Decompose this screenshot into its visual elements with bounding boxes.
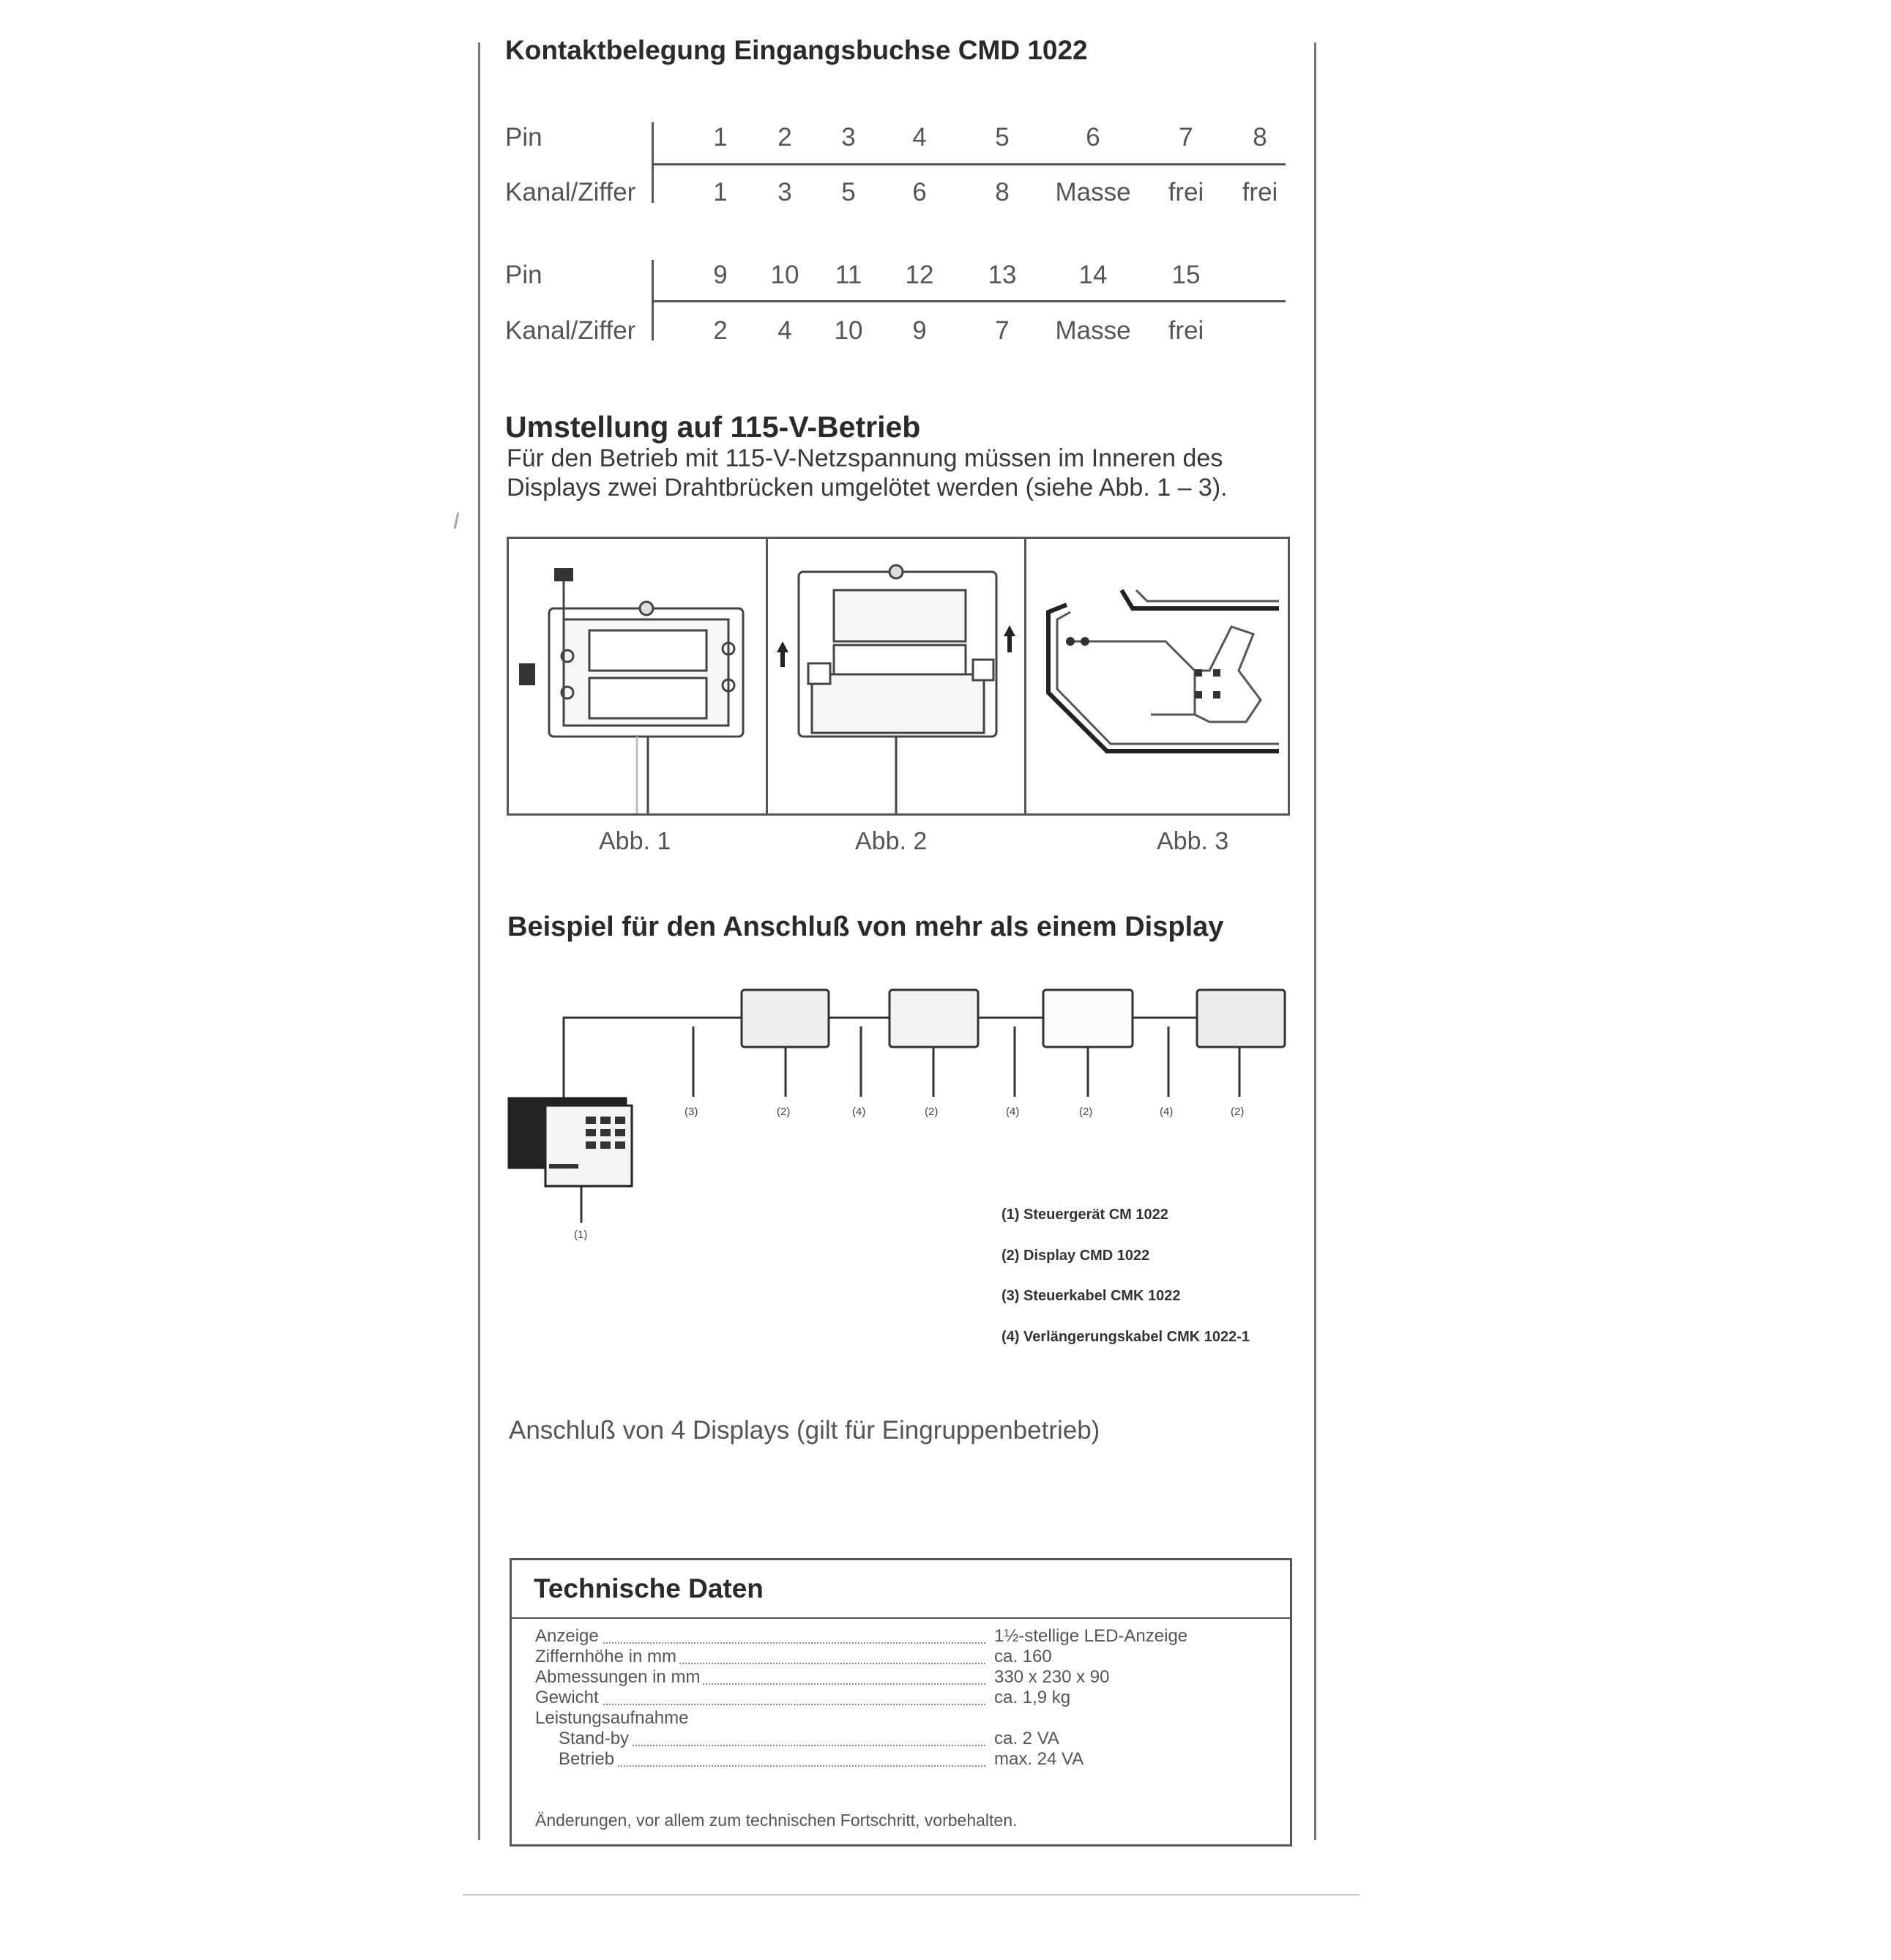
conversion-line-2: Displays zwei Drahtbrücken umgelötet werden (siehe Abb. 1 – 3).: [507, 474, 1228, 502]
channel-12: 9: [912, 316, 927, 345]
channel-row-label: Kanal/Ziffer: [505, 316, 636, 345]
callout-display-2: (2): [1079, 1106, 1093, 1118]
callout-display-2: (2): [777, 1106, 791, 1118]
spec-row: [535, 1667, 1267, 1688]
pin-1: 1: [713, 123, 728, 152]
spec-label: Stand-by: [559, 1729, 632, 1749]
channel-row-label: Kanal/Ziffer: [505, 178, 636, 206]
callout-extension-4: (4): [1006, 1106, 1020, 1118]
spec-label: Ziffernhöhe in mm: [535, 1647, 679, 1667]
conversion-line-1: Für den Betrieb mit 115-V-Netzspannung müssen im Inneren des: [507, 444, 1223, 472]
spec-row: [535, 1688, 1267, 1708]
callout-controller-1: (1): [574, 1229, 588, 1241]
channel-5: 8: [995, 178, 1010, 206]
pin-row-label: Pin: [505, 261, 542, 289]
spec-leader: [559, 1749, 985, 1767]
figure-3-caption: Abb. 3: [1157, 827, 1229, 855]
channel-15: frei: [1168, 316, 1204, 345]
figure-2-caption: Abb. 2: [855, 827, 928, 855]
conversion-title: Umstellung auf 115-V-Betrieb: [505, 410, 921, 444]
pin-table-title: Kontaktbelegung Eingangsbuchse CMD 1022: [505, 35, 1088, 65]
channel-7: frei: [1168, 178, 1204, 206]
spec-row: [535, 1708, 1267, 1729]
table-rule: [652, 163, 1286, 165]
figure-1-illustration: [509, 539, 765, 813]
table-divider: [652, 122, 654, 203]
spec-row: [559, 1729, 1291, 1749]
connection-diagram: [505, 974, 1296, 1252]
spec-label: Leistungsaufnahme: [535, 1708, 691, 1729]
stray-mark: [454, 513, 460, 529]
channel-9: 2: [713, 316, 728, 345]
spec-value: 330 x 230 x 90: [994, 1667, 1110, 1687]
tech-title: Technische Daten: [534, 1573, 764, 1603]
pin-9: 9: [713, 261, 728, 289]
callout-display-2: (2): [1231, 1106, 1245, 1118]
pin-3: 3: [841, 123, 856, 152]
connection-title: Beispiel für den Anschluß von mehr als einem Display: [507, 912, 1224, 942]
pin-11: 11: [835, 261, 862, 289]
spec-leader: [535, 1626, 985, 1644]
pin-12: 12: [905, 261, 934, 289]
spec-value: ca. 2 VA: [994, 1729, 1059, 1748]
left-margin-line: [478, 42, 480, 1840]
spec-row: [559, 1749, 1291, 1770]
tech-separator: [512, 1617, 1290, 1619]
pin-7: 7: [1179, 123, 1193, 152]
channel-13: 7: [995, 316, 1010, 345]
spec-label: Betrieb: [559, 1749, 617, 1770]
pin-2: 2: [777, 123, 792, 152]
pin-6: 6: [1086, 123, 1100, 152]
channel-4: 6: [912, 178, 927, 206]
channel-11: 10: [834, 316, 863, 345]
legend-item: (2) Display CMD 1022: [1002, 1248, 1150, 1264]
spec-row: [535, 1647, 1267, 1667]
channel-10: 4: [777, 316, 792, 345]
pin-10: 10: [770, 261, 799, 289]
spec-value: 1½-stellige LED-Anzeige: [994, 1626, 1188, 1646]
tech-footnote: Änderungen, vor allem zum technischen Fortschritt, vorbehalten.: [535, 1811, 1018, 1830]
table-rule: [652, 300, 1286, 302]
spec-value: ca. 160: [994, 1647, 1052, 1666]
pin-8: 8: [1253, 123, 1267, 152]
conversion-text: [507, 444, 1312, 502]
right-margin-line: [1314, 42, 1316, 1840]
tech-data-box: [510, 1558, 1292, 1847]
callout-extension-4: (4): [852, 1106, 866, 1118]
figure-panel: [507, 537, 1290, 816]
spec-row: [535, 1626, 1267, 1647]
legend-item: (3) Steuerkabel CMK 1022: [1002, 1288, 1181, 1304]
channel-2: 3: [777, 178, 792, 206]
legend-item: (1) Steuergerät CM 1022: [1002, 1207, 1168, 1223]
pin-5: 5: [995, 123, 1010, 152]
figure-1-caption: Abb. 1: [599, 827, 671, 855]
spec-label: Anzeige: [535, 1626, 602, 1647]
callout-display-2: (2): [925, 1106, 939, 1118]
connection-caption: Anschluß von 4 Displays (gilt für Eingruppenbetrieb): [509, 1416, 1100, 1445]
spec-value: ca. 1,9 kg: [994, 1688, 1071, 1707]
spec-leader: [535, 1688, 985, 1705]
channel-6: Masse: [1055, 178, 1131, 206]
pin-15: 15: [1171, 261, 1201, 289]
callout-cable-3: (3): [685, 1106, 698, 1118]
callout-extension-4: (4): [1160, 1106, 1174, 1118]
figure-2-illustration: [768, 539, 1024, 813]
channel-8: frei: [1242, 178, 1278, 206]
pin-4: 4: [912, 123, 927, 152]
channel-3: 5: [841, 178, 856, 206]
bottom-edge-line: [463, 1894, 1359, 1896]
spec-label: Gewicht: [535, 1688, 602, 1708]
spec-value: max. 24 VA: [994, 1749, 1084, 1769]
pin-14: 14: [1078, 261, 1108, 289]
channel-14: Masse: [1055, 316, 1131, 345]
legend-item: (4) Verlängerungskabel CMK 1022-1: [1002, 1329, 1250, 1345]
figure-3-illustration: [1026, 539, 1288, 813]
pin-row-label: Pin: [505, 123, 542, 152]
spec-label: Abmessungen in mm: [535, 1667, 703, 1688]
channel-1: 1: [713, 178, 728, 206]
pin-13: 13: [988, 261, 1017, 289]
